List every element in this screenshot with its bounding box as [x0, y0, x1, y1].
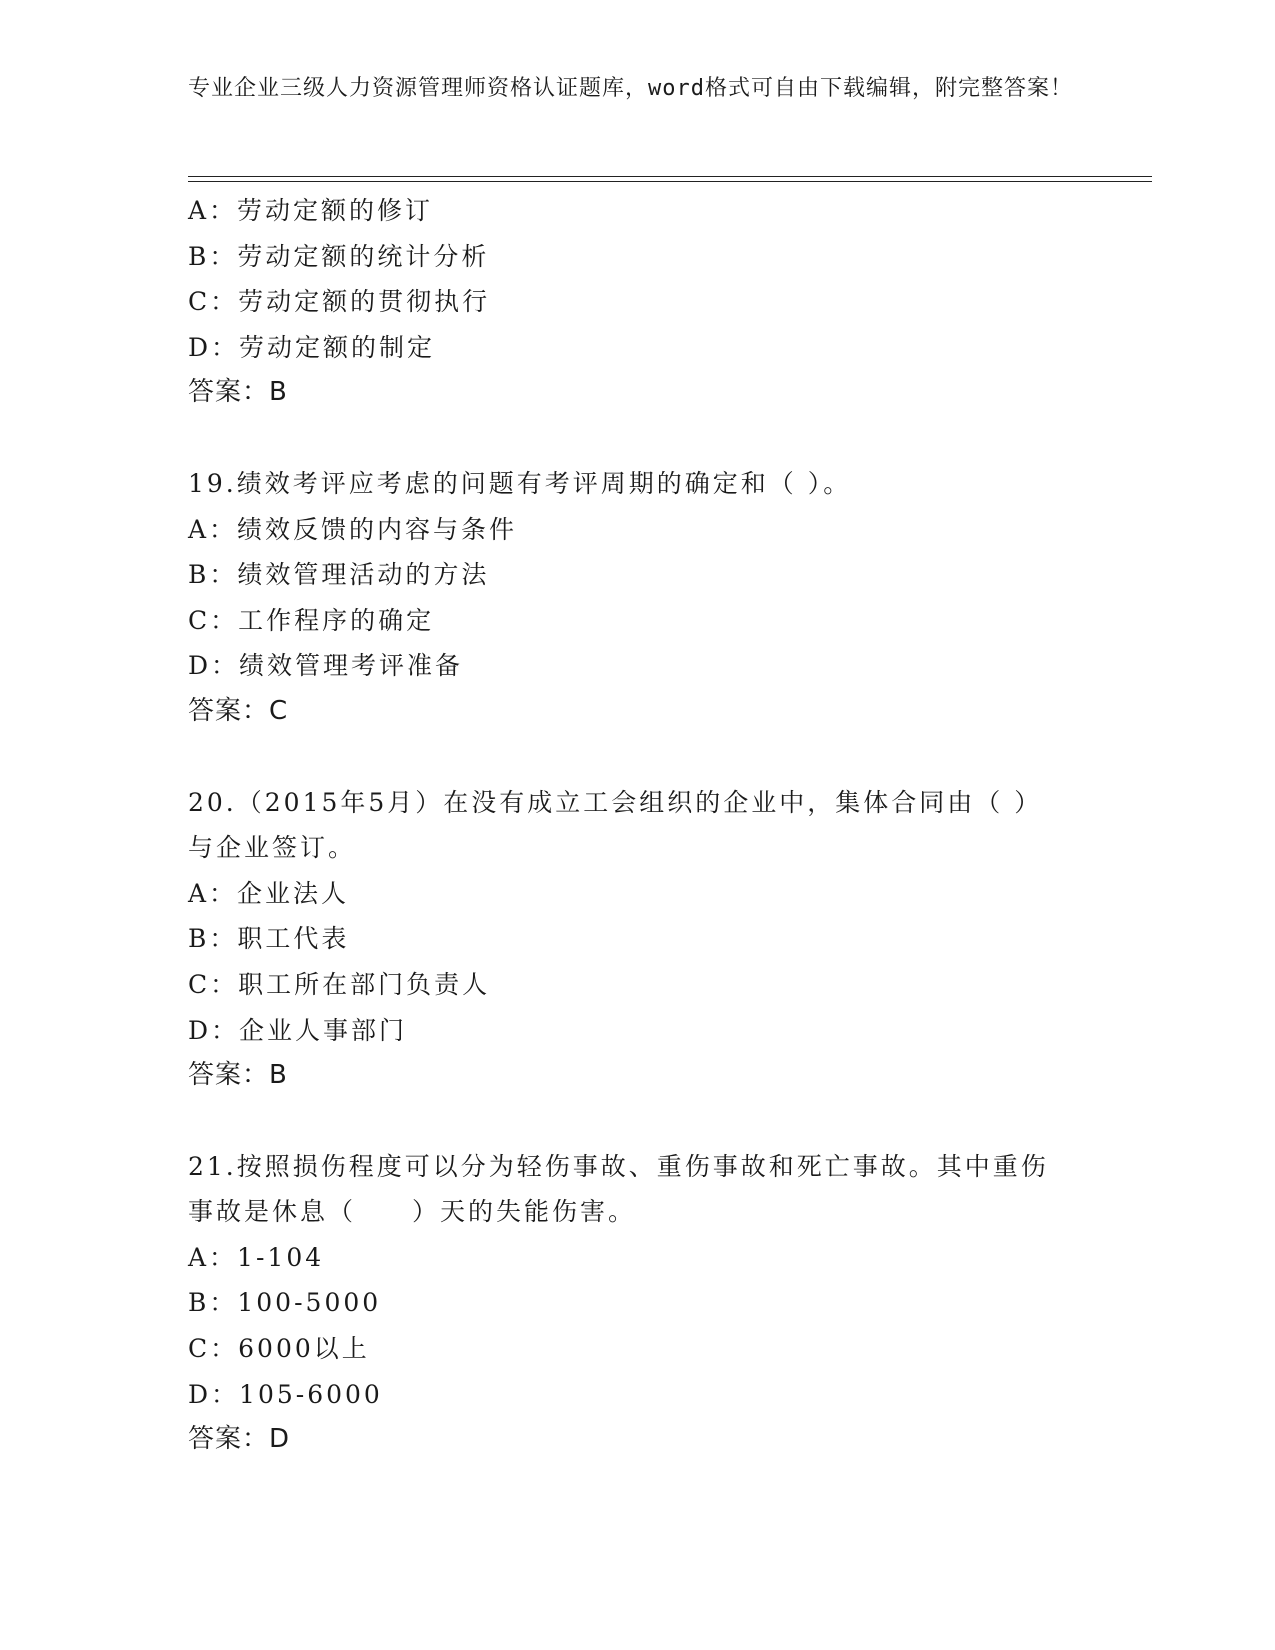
question-text: 20.（2015年5月）在没有成立工会组织的企业中，集体合同由（ ）与企业签订。 [188, 787, 1043, 863]
option-d: D：劳动定额的制定 [188, 332, 436, 362]
answer-line: 答案：B [188, 1060, 288, 1091]
option-d: D：105-6000 [188, 1379, 383, 1409]
document-header: 专业企业三级人力资源管理师资格认证题库，word格式可自由下载编辑，附完整答案！ [188, 76, 1073, 101]
answer-line: 答案：B [188, 377, 288, 408]
answer-line: 答案：D [188, 1424, 291, 1455]
header-rule-top [188, 176, 1152, 177]
option-b: B：劳动定额的统计分析 [188, 241, 490, 271]
question-text: 19.绩效考评应考虑的问题有考评周期的确定和（ ）。 [188, 468, 852, 498]
option-c: C：6000以上 [188, 1334, 370, 1364]
option-c: C：工作程序的确定 [188, 605, 435, 635]
question-18-block [188, 188, 1108, 416]
answer-line: 答案：C [188, 695, 289, 726]
option-b: B：职工代表 [188, 924, 350, 954]
question-19-block [188, 461, 1108, 735]
header-rule-bottom [188, 181, 1152, 182]
option-d: D：企业人事部门 [188, 1015, 408, 1045]
option-a: A：劳动定额的修订 [188, 196, 434, 225]
option-a: A：绩效反馈的内容与条件 [188, 514, 518, 544]
option-b: B：绩效管理活动的方法 [188, 560, 490, 590]
option-d: D：绩效管理考评准备 [188, 651, 464, 681]
option-a: A：1-104 [188, 1242, 325, 1272]
option-a: A：企业法人 [188, 878, 350, 908]
question-text: 21.按照损伤程度可以分为轻伤事故、重伤事故和死亡事故。其中重伤事故是休息（ ）天的失能伤害。 [188, 1151, 1049, 1227]
question-21-block [188, 1144, 1108, 1463]
question-list [188, 188, 1108, 1463]
option-c: C：劳动定额的贯彻执行 [188, 287, 491, 317]
option-c: C：职工所在部门负责人 [188, 969, 491, 999]
question-20-block [188, 780, 1108, 1099]
option-b: B：100-5000 [188, 1288, 382, 1318]
